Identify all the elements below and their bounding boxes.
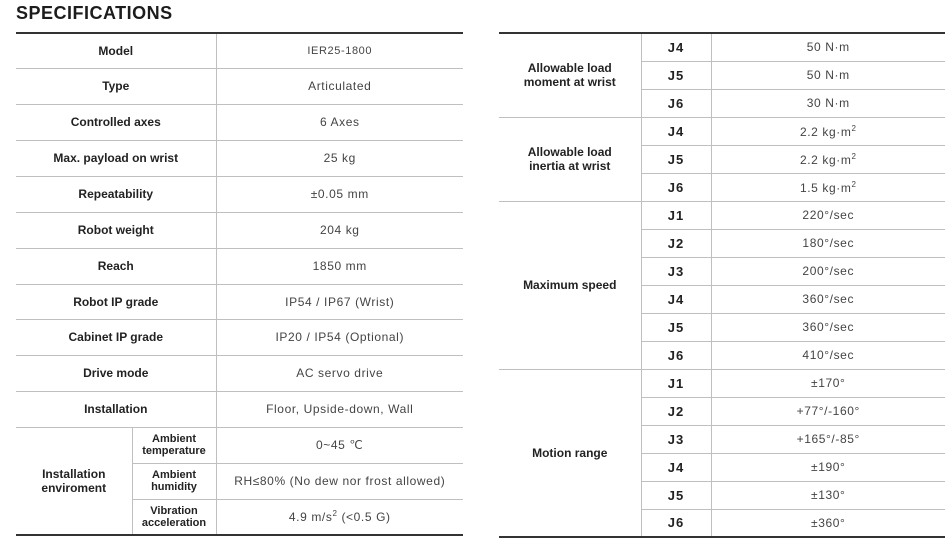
value-main: 2.2 kg·m (799, 124, 852, 139)
spec-group-label-line1: Installation (42, 466, 106, 481)
joint-label: J5 (641, 61, 711, 89)
group-label-line1: Allowable load (527, 145, 612, 159)
joint-label: J6 (641, 173, 711, 201)
spec-row-reach (16, 248, 463, 284)
joint-label: J1 (641, 201, 711, 229)
joint-label: J4 (641, 453, 711, 481)
spec-row-cabinet-ip (16, 319, 463, 355)
spec-value: 25 kg (216, 140, 463, 176)
joint-value (711, 145, 945, 173)
joint-value: 50 N·m (711, 61, 945, 89)
spec-label: Controlled axes (16, 104, 216, 140)
spec-table-right (499, 32, 945, 538)
spec-value (216, 499, 463, 535)
spec-row-env-temperature (16, 427, 463, 463)
joint-label: J1 (641, 369, 711, 397)
joint-value (711, 117, 945, 145)
spec-table-left (16, 32, 463, 536)
page-title: SPECIFICATIONS (16, 3, 173, 23)
spec-label: Repeatability (16, 176, 216, 212)
spec-row-installation (16, 391, 463, 427)
value-main: 1.5 kg·m (799, 180, 852, 195)
spec-row-weight (16, 212, 463, 248)
spec-value: 204 kg (216, 212, 463, 248)
spec-group-label (16, 427, 132, 535)
group-label-line2: inertia at wrist (529, 159, 611, 173)
spec-label: Robot IP grade (16, 284, 216, 319)
inertia-row (499, 117, 945, 145)
spec-row-repeatability (16, 176, 463, 212)
spec-row-model (16, 33, 463, 68)
joint-value: 30 N·m (711, 89, 945, 117)
group-label-line2: moment at wrist (523, 75, 616, 90)
joint-label: J6 (641, 509, 711, 537)
joint-value: +165°/-85° (711, 425, 945, 453)
value-main: 4.9 m/s (288, 510, 333, 525)
sublabel-line2: humidity (151, 481, 197, 493)
joint-label: J5 (641, 481, 711, 509)
sublabel-line2: acceleration (141, 516, 207, 529)
spec-label: Cabinet IP grade (16, 319, 216, 355)
spec-group-label-line2: enviroment (41, 480, 107, 495)
joint-label: J3 (641, 257, 711, 285)
joint-value: 220°/sec (711, 201, 945, 229)
spec-value: AC servo drive (216, 355, 463, 391)
spec-value: Articulated (216, 68, 463, 104)
value-superscript: 2 (851, 179, 857, 189)
spec-value: 6 Axes (216, 104, 463, 140)
spec-value: RH≤80% (No dew nor frost allowed) (216, 463, 463, 499)
spec-label: Type (16, 68, 216, 104)
joint-label: J3 (641, 425, 711, 453)
spec-value: IP20 / IP54 (Optional) (216, 319, 463, 355)
range-row (499, 369, 945, 397)
value-suffix: (<0.5 G) (337, 510, 391, 525)
spec-label: Robot weight (16, 212, 216, 248)
spec-group-label: Maximum speed (499, 201, 641, 369)
spec-sublabel (132, 499, 216, 535)
joint-value: 410°/sec (711, 341, 945, 369)
spec-label: Installation (16, 391, 216, 427)
spec-row-drive (16, 355, 463, 391)
joint-value: ±130° (711, 481, 945, 509)
value-main: 2.2 kg·m (799, 152, 852, 167)
joint-value: ±360° (711, 509, 945, 537)
joint-label: J6 (641, 89, 711, 117)
spec-value: 1850 mm (216, 248, 463, 284)
spec-label: Reach (16, 248, 216, 284)
sublabel-line1: Ambient (152, 469, 196, 481)
joint-value: ±170° (711, 369, 945, 397)
joint-value: 360°/sec (711, 285, 945, 313)
joint-value: 50 N·m (711, 33, 945, 61)
joint-label: J6 (641, 341, 711, 369)
spec-sublabel (132, 463, 216, 499)
joint-value: +77°/-160° (711, 397, 945, 425)
spec-row-robot-ip (16, 284, 463, 319)
joint-label: J2 (641, 397, 711, 425)
value-superscript: 2 (332, 509, 338, 519)
sublabel-line1: Ambient (152, 433, 196, 445)
joint-label: J4 (641, 33, 711, 61)
joint-label: J4 (641, 117, 711, 145)
spec-value: ±0.05 mm (216, 176, 463, 212)
joint-label: J5 (641, 145, 711, 173)
spec-label: Drive mode (16, 355, 216, 391)
spec-value: 0~45 ℃ (216, 427, 463, 463)
joint-value: ±190° (711, 453, 945, 481)
spec-value: IER25-1800 (216, 33, 463, 68)
speed-row (499, 201, 945, 229)
joint-label: J4 (641, 285, 711, 313)
spec-row-payload (16, 140, 463, 176)
value-superscript: 2 (851, 151, 857, 161)
joint-label: J5 (641, 313, 711, 341)
joint-label: J2 (641, 229, 711, 257)
spec-label: Model (16, 33, 216, 68)
joint-value (711, 173, 945, 201)
joint-value: 360°/sec (711, 313, 945, 341)
value-superscript: 2 (851, 123, 857, 133)
spec-group-label (499, 33, 641, 117)
sublabel-line2: temperature (142, 445, 206, 457)
spec-row-axes (16, 104, 463, 140)
spec-group-label (499, 117, 641, 201)
sublabel-line1: Vibration (150, 504, 198, 517)
group-label-line1: Allowable load (527, 61, 612, 76)
moment-row (499, 33, 945, 61)
spec-row-type (16, 68, 463, 104)
spec-label: Max. payload on wrist (16, 140, 216, 176)
spec-value: IP54 / IP67 (Wrist) (216, 284, 463, 319)
spec-group-label: Motion range (499, 369, 641, 537)
spec-value: Floor, Upside-down, Wall (216, 391, 463, 427)
joint-value: 200°/sec (711, 257, 945, 285)
spec-sublabel (132, 427, 216, 463)
joint-value: 180°/sec (711, 229, 945, 257)
